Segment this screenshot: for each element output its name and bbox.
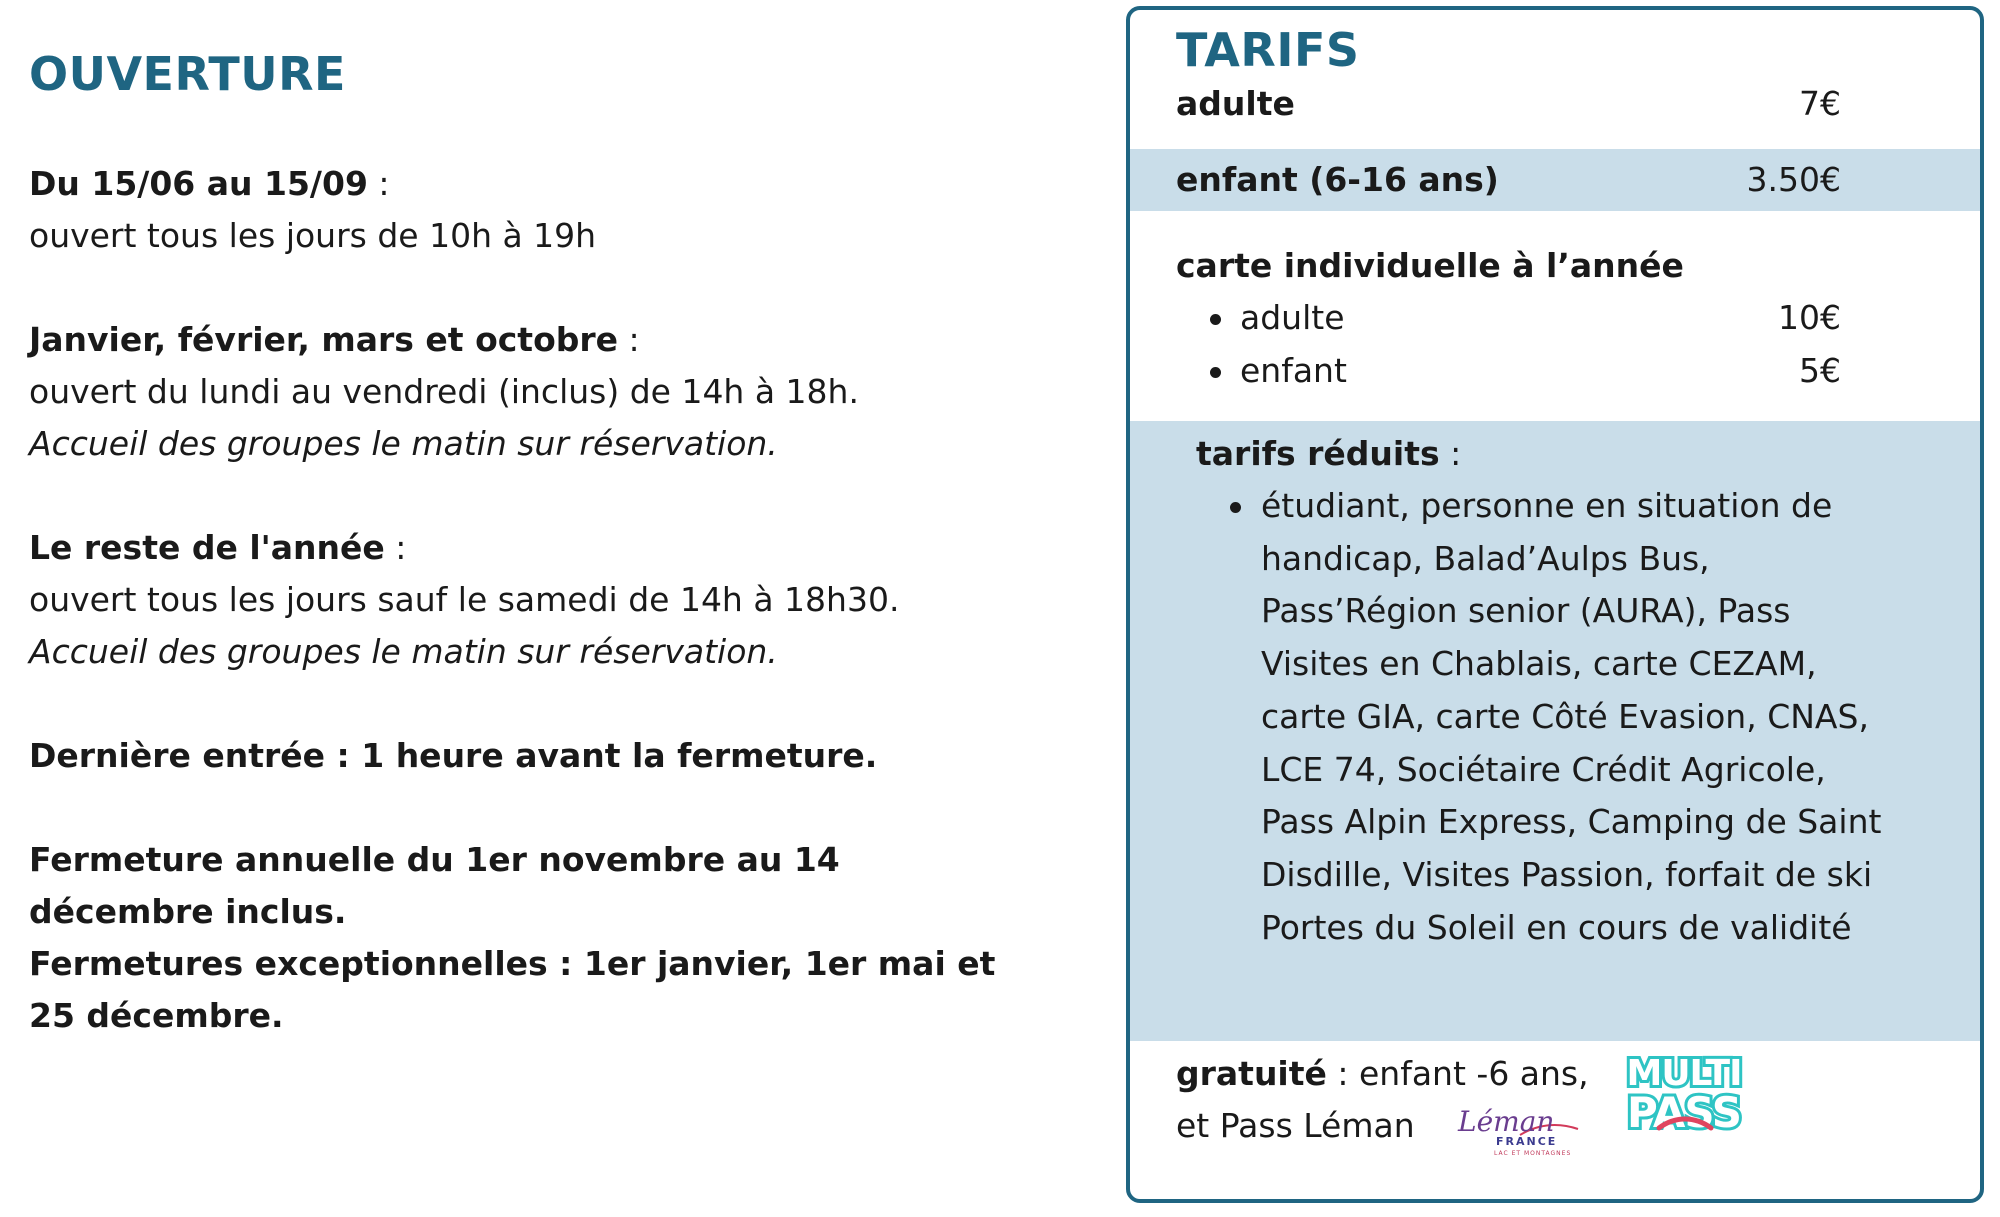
ouverture-section [29, 46, 1089, 1094]
closure-annual: Fermeture annuelle du 1er novembre au 14 décembre inclus. [29, 840, 840, 931]
carte-enfant-label: enfant [1240, 351, 1347, 390]
gratuite-text2: et Pass Léman [1176, 1106, 1415, 1145]
multipass-logo [1625, 1054, 1743, 1140]
last-entry: Dernière entrée : 1 heure avant la fermeture. [29, 736, 878, 775]
carte-adulte-label: adulte [1240, 298, 1345, 337]
rest-label: Le reste de l'année [29, 528, 385, 567]
tarifs-title: TARIFS [1176, 23, 1360, 77]
summer-sep: : [367, 164, 390, 203]
reduits-label: tarifs réduits [1196, 434, 1440, 473]
ouverture-title: OUVERTURE [29, 47, 346, 101]
winter-sep: : [618, 320, 640, 359]
price-enfant [1176, 154, 1841, 206]
winter-hours [29, 314, 1089, 470]
tarifs-box [1126, 6, 1984, 1203]
carte-item-adulte [1210, 292, 1841, 344]
reduits-list: étudiant, personne en situation de handicap, Balad’Aulps Bus, Pass’Région senior (AURA), Pass Visites en Chablais, carte CEZAM, carte GIA, carte Côté Evasion, CNAS, LCE 74, Sociétaire Crédit Agricole, Pass Alpin Express, Camping de Saint Disdille, Visites Passion, forfait de ski Portes du Soleil en cours de validité [1261, 480, 1901, 954]
price-adulte [1176, 78, 1841, 130]
price-adulte-label: adulte [1176, 84, 1295, 123]
summer-label: Du 15/06 au 15/09 [29, 164, 368, 203]
gratuite-text1: : enfant -6 ans, [1326, 1054, 1589, 1093]
rest-note: Accueil des groupes le matin sur réservation. [29, 632, 778, 671]
leman-sub: FRANCE [1496, 1135, 1558, 1148]
rest-sep: : [384, 528, 407, 567]
reduits-sep: : [1439, 434, 1462, 473]
pass-leman-logo [1450, 1105, 1580, 1165]
leman-word: Léman [1458, 1105, 1555, 1138]
reduits-heading [1196, 428, 1461, 480]
carte-item-enfant [1210, 345, 1841, 397]
gratuite-label: gratuité [1176, 1054, 1327, 1093]
price-adulte-value: 7€ [1799, 84, 1841, 123]
multipass-line2: PASS [1626, 1088, 1742, 1137]
multipass-swoosh-icon [1625, 1054, 1743, 1140]
price-enfant-value: 3.50€ [1746, 160, 1841, 199]
carte-heading [1176, 240, 1841, 292]
summer-hours [29, 158, 1089, 262]
winter-label: Janvier, février, mars et octobre [29, 320, 619, 359]
rest-hours [29, 522, 1089, 678]
closure-exceptional: Fermetures exceptionnelles : 1er janvier, 1er mai et 25 décembre. [29, 944, 996, 1035]
last-entry-block [29, 730, 1089, 782]
winter-note: Accueil des groupes le matin sur réservation. [29, 424, 778, 463]
carte-enfant-value: 5€ [1799, 351, 1841, 390]
price-enfant-label: enfant (6-16 ans) [1176, 160, 1499, 199]
rest-text: ouvert tous les jours sauf le samedi de 14h à 18h30. [29, 580, 900, 619]
leman-tag: LAC ET MONTAGNES [1494, 1150, 1572, 1157]
carte-label: carte individuelle à l’année [1176, 246, 1684, 285]
closures-block [29, 834, 1029, 1042]
winter-text: ouvert du lundi au vendredi (inclus) de 14h à 18h. [29, 372, 859, 411]
summer-text: ouvert tous les jours de 10h à 19h [29, 216, 597, 255]
carte-adulte-value: 10€ [1778, 298, 1841, 337]
multipass-line1: MULTI [1626, 1053, 1742, 1094]
